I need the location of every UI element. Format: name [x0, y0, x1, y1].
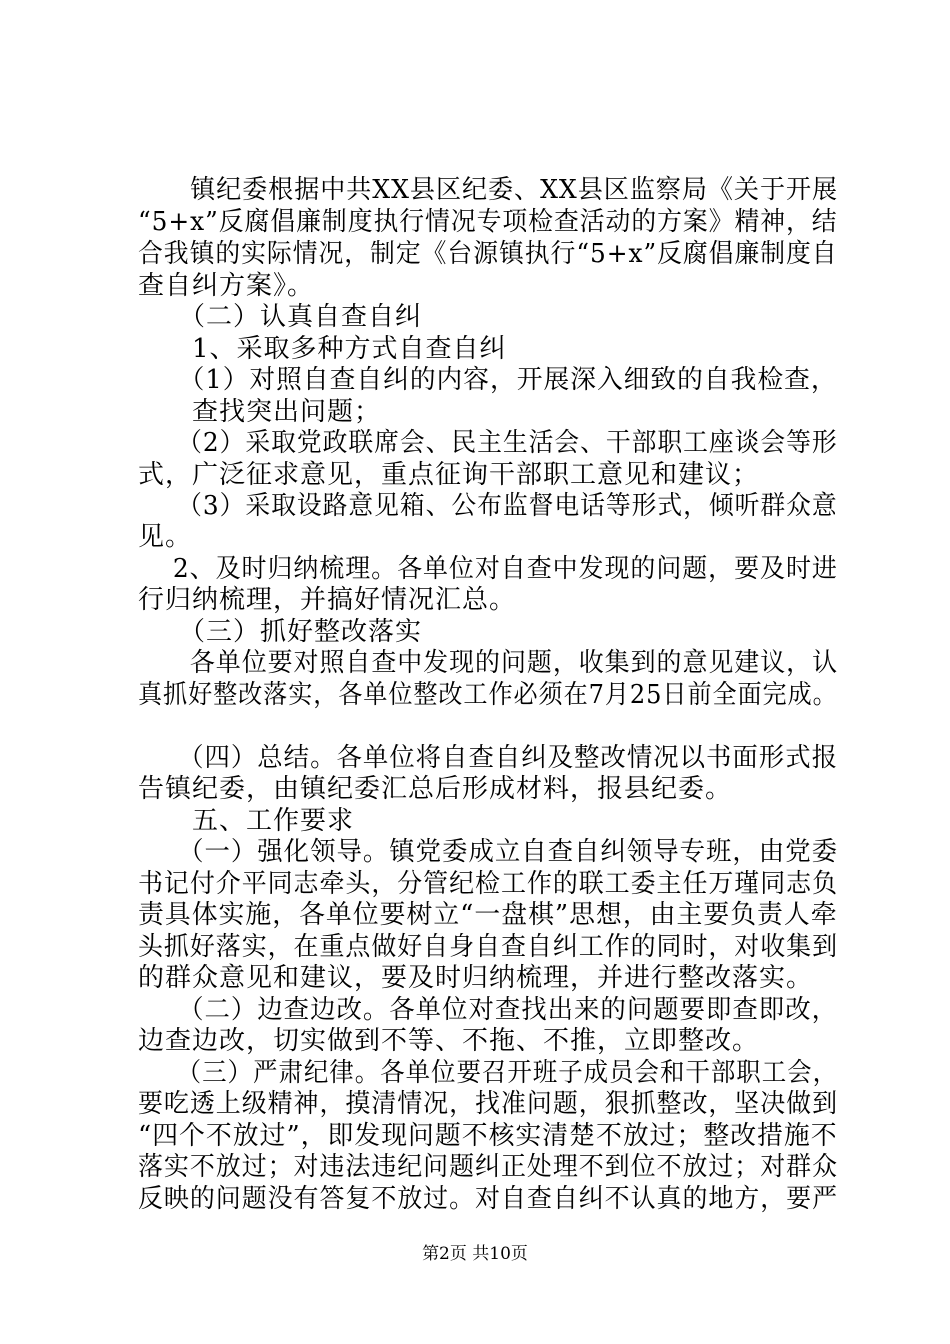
text-line: 落实不放过；对违法违纪问题纠正处理不到位不放过；对群众	[138, 1152, 839, 1182]
text-line: 的群众意见和建议，要及时归纳梳理，并进行整改落实。	[138, 963, 814, 993]
text-line: “四个不放过”，即发现问题不核实清楚不放过；整改措施不	[138, 1121, 838, 1151]
section-heading: （二）认真自查自纠	[138, 302, 423, 332]
section-heading: （三）抓好整改落实	[138, 617, 423, 647]
text-line: （三）严肃纪律。各单位要召开班子成员会和干部职工会，	[138, 1058, 839, 1088]
subsection-heading: 1、采取多种方式自查自纠	[138, 334, 507, 364]
text-line: 合我镇的实际情况，制定《台源镇执行“5+x”反腐倡廉制度自	[138, 239, 838, 269]
text-line: 真抓好整改落实，各单位整改工作必须在7月25日前全面完成。	[138, 680, 838, 710]
text-line: 告镇纪委，由镇纪委汇总后形成材料，报县纪委。	[138, 774, 733, 804]
text-line: 见。	[138, 522, 193, 552]
text-line: （1）对照自查自纠的内容，开展深入细致的自我检查，	[138, 365, 838, 395]
text-line: （2）采取党政联席会、民主生活会、干部职工座谈会等形	[138, 428, 838, 458]
text-line: （一）强化领导。镇党委成立自查自纠领导专班，由党委	[138, 837, 839, 867]
text-line: （四）总结。各单位将自查自纠及整改情况以书面形式报	[138, 743, 839, 773]
text-line: 行归纳梳理，并搞好情况汇总。	[138, 585, 517, 615]
section-heading: 五、工作要求	[138, 806, 355, 836]
text-line: 式，广泛征求意见，重点征询干部职工意见和建议；	[138, 460, 760, 490]
text-line: （二）边查边改。各单位对查找出来的问题要即查即改，	[138, 995, 839, 1025]
text-line: 2、及时归纳梳理。各单位对自查中发现的问题，要及时进	[138, 554, 838, 584]
text-line: 查自纠方案》。	[138, 271, 315, 301]
text-line: 要吃透上级精神，摸清情况，找准问题，狠抓整改，坚决做到	[138, 1089, 839, 1119]
text-line: 反映的问题没有答复不放过。对自查自纠不认真的地方，要严	[138, 1184, 839, 1214]
text-line: 边查边改，切实做到不等、不拖、不推，立即整改。	[138, 1026, 760, 1056]
text-line: 查找突出问题；	[138, 397, 382, 427]
text-line: 书记付介平同志牵头，分管纪检工作的联工委主任万瑾同志负	[138, 869, 839, 899]
text-line: 各单位要对照自查中发现的问题，收集到的意见建议，认	[138, 648, 839, 678]
text-line: 头抓好落实，在重点做好自身自查自纠工作的同时，对收集到	[138, 932, 839, 962]
text-line: “5+x”反腐倡廉制度执行情况专项检查活动的方案》精神，结	[138, 207, 838, 237]
text-line: 责具体实施，各单位要树立“一盘棋”思想，由主要负责人牵	[138, 900, 838, 930]
text-line: 镇纪委根据中共XX县区纪委、XX县区监察局《关于开展	[138, 175, 839, 205]
page-footer: 第2页 共10页	[422, 1244, 528, 1264]
text-line: （3）采取设路意见箱、公布监督电话等形式，倾听群众意	[138, 491, 838, 521]
